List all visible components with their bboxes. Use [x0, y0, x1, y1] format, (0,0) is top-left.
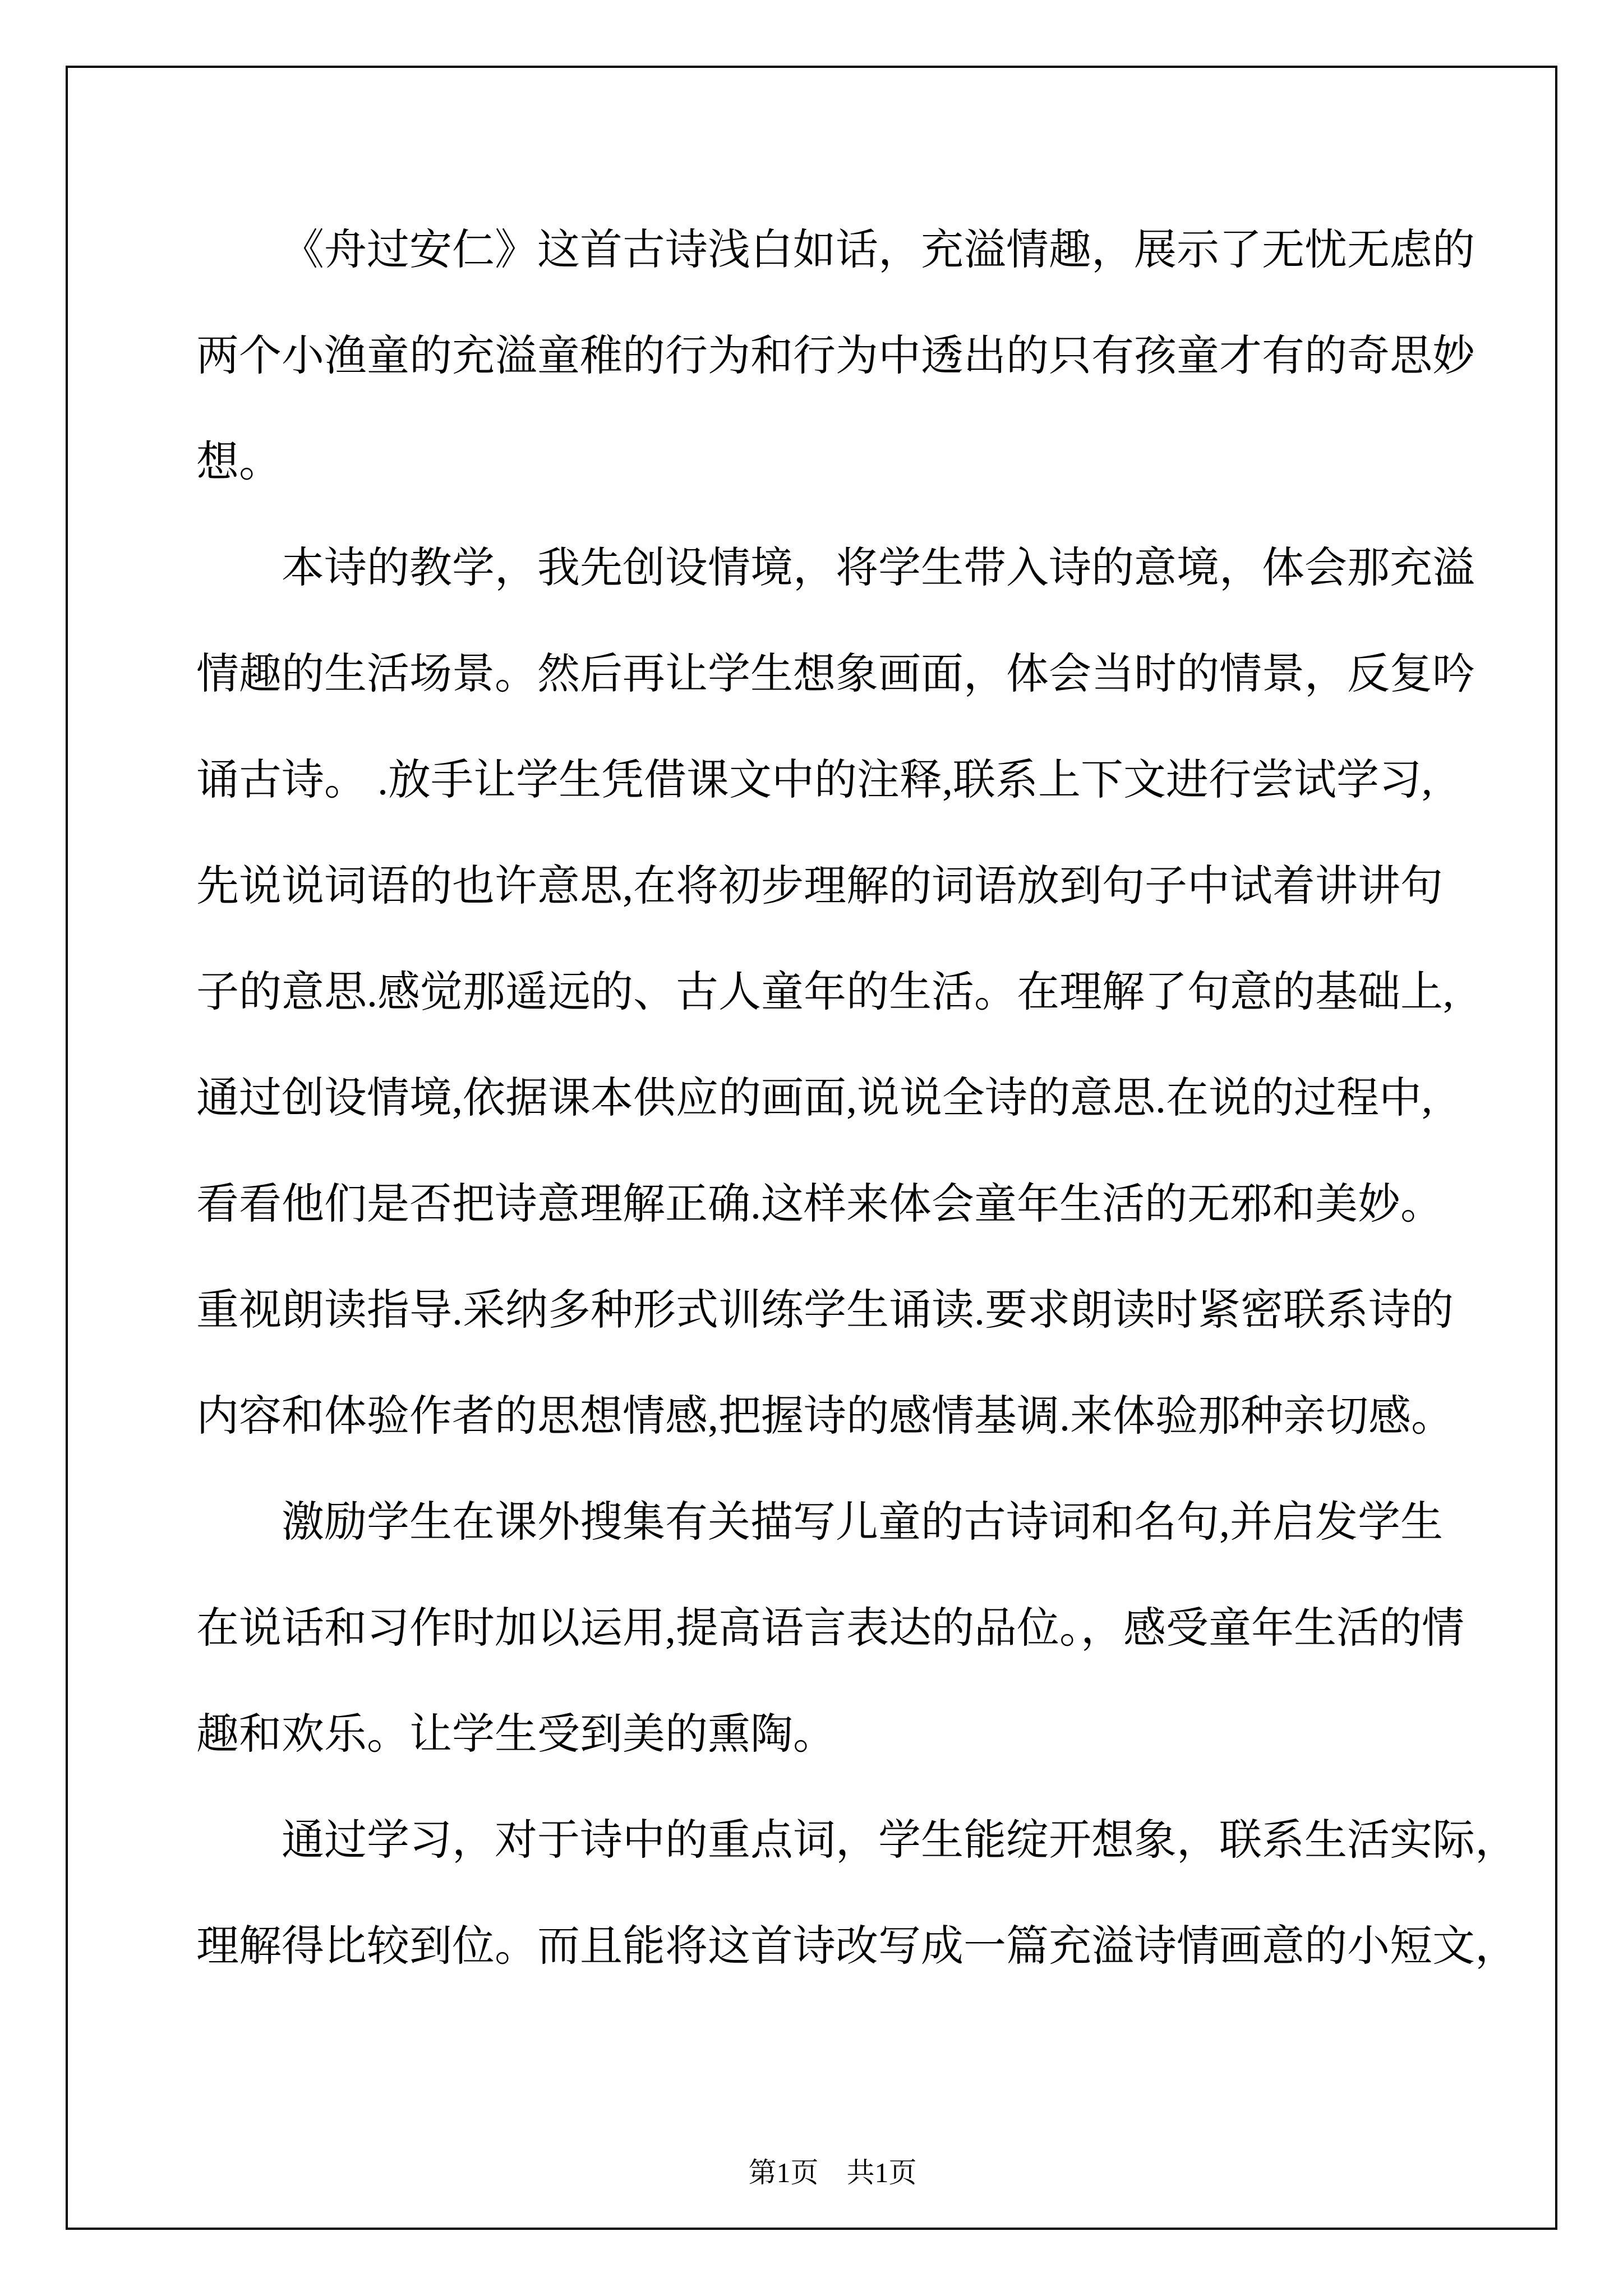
text-line: 诵古诗。 .放手让学生凭借课文中的注释,联系上下文进行尝试学习, [196, 757, 1432, 804]
text-line: 情趣的生活场景。然后再让学生想象画面，体会当时的情景，反复吟 [196, 651, 1475, 698]
text-line: 本诗的教学，我先创设情境，将学生带入诗的意境，体会那充溢 [282, 545, 1475, 592]
text-line: 先说说词语的也许意思,在将初步理解的词语放到句子中试着讲讲句 [196, 863, 1443, 910]
text-line: 趣和欢乐。让学生受到美的熏陶。 [196, 1711, 836, 1758]
page-border [66, 66, 1557, 2230]
text-line: 重视朗读指导.采纳多种形式训练学生诵读.要求朗读时紧密联系诗的 [196, 1287, 1454, 1334]
text-line: 想。 [196, 439, 282, 486]
text-line: 两个小渔童的充溢童稚的行为和行为中透出的只有孩童才有的奇思妙 [196, 333, 1475, 380]
text-line: 《舟过安仁》这首古诗浅白如话，充溢情趣，展示了无忧无虑的 [282, 227, 1475, 274]
text-line: 看看他们是否把诗意理解正确.这样来体会童年生活的无邪和美妙。 [196, 1181, 1443, 1228]
text-line: 在说话和习作时加以运用,提高语言表达的品位。，感受童年生活的情 [196, 1605, 1464, 1652]
text-line: 内容和体验作者的思想情感,把握诗的感情基调.来体验那种亲切感。 [196, 1393, 1454, 1440]
text-line: 激励学生在课外搜集有关描写儿童的古诗词和名句,并启发学生 [282, 1499, 1443, 1546]
document-body [196, 197, 1518, 2000]
page-indicator: 第1页 共1页 [748, 2157, 917, 2188]
text-line: 通过学习，对于诗中的重点词，学生能绽开想象，联系生活实际， [282, 1817, 1518, 1864]
text-line: 通过创设情境,依据课本供应的画面,说说全诗的意思.在说的过程中, [196, 1075, 1432, 1122]
text-line: 子的意思.感觉那遥远的、古人童年的生活。在理解了句意的基础上, [196, 969, 1454, 1016]
text-line: 理解得比较到位。而且能将这首诗改写成一篇充溢诗情画意的小短文， [196, 1923, 1518, 1970]
page-footer [68, 2129, 1555, 2216]
